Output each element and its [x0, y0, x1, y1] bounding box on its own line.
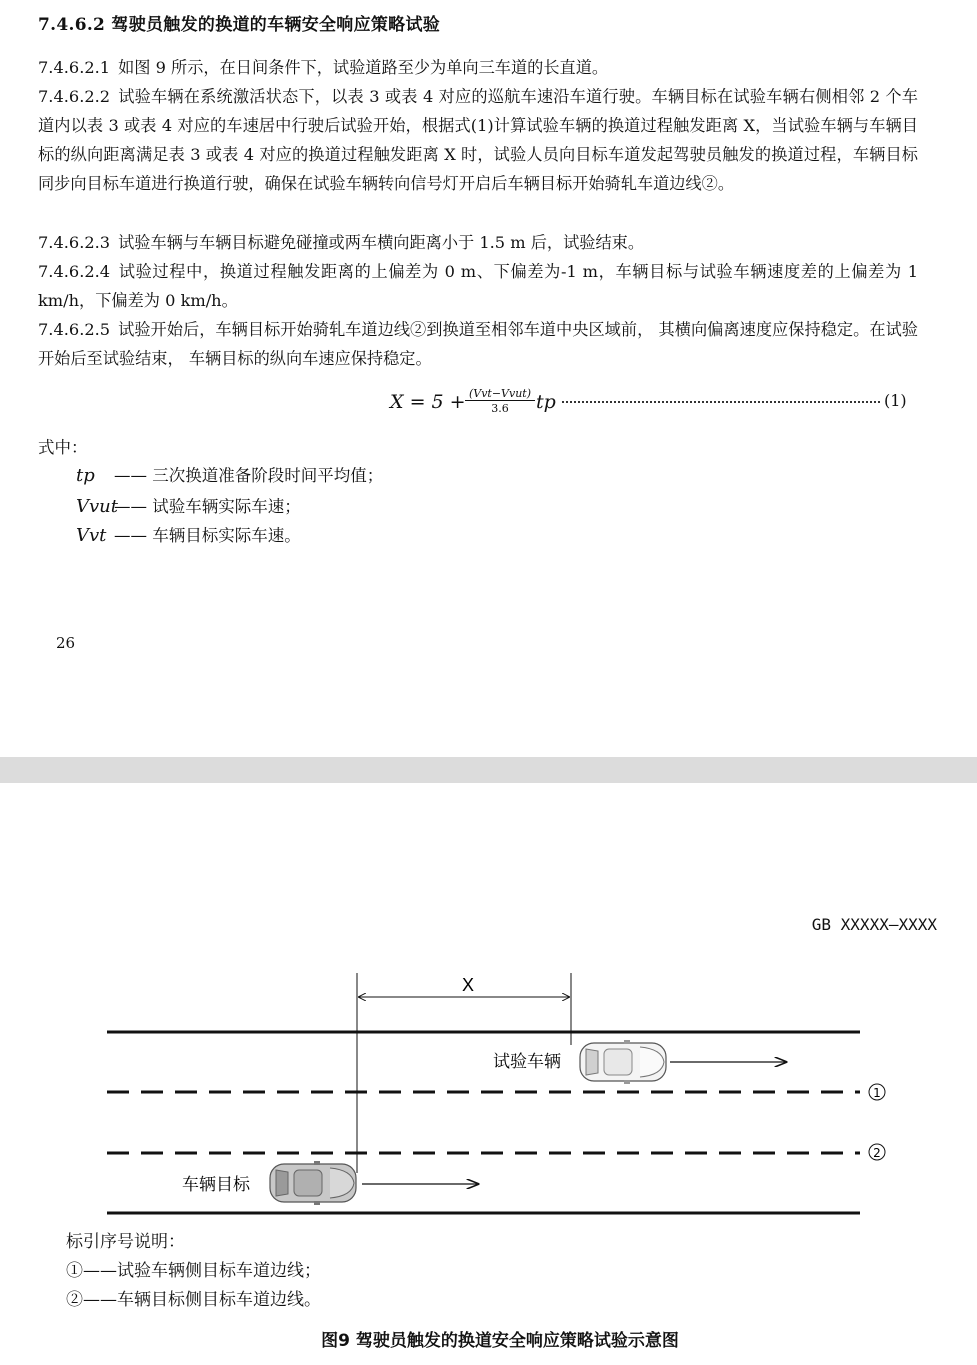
formula [390, 385, 910, 425]
target-vehicle-icon [270, 1161, 356, 1205]
paragraph-number: 7.4.6.2.2 [38, 87, 111, 106]
where-label: 式中： [38, 438, 88, 457]
formula-lhs: X = 5 + [390, 391, 466, 413]
paragraph-1 [38, 53, 918, 82]
formula-numerator: (Vvt−Vvut) [465, 387, 535, 401]
page-number: 26 [56, 634, 76, 652]
standard-number: GB XXXXX—XXXX [811, 915, 937, 934]
paragraph-5 [38, 315, 918, 373]
paragraph-text: 试验车辆在系统激活状态下，以表 3 或表 4 对应的巡航车速沿车道行驶。车辆目标在试验车辆右侧相邻 2 个车道内以表 3 或表 4 对应的车速居中行驶后试验开始，根据式(1)计算试验车辆的换道过程触发距离 X，当试验车辆与车辆目标的纵向距离满足表 3 或表 4 对应的换道过程触发距离 X 时，试验人员向目标车道发起驾驶员触发的换道过程，车辆目标同步向目标车道进行换道行驶，确保在试验车辆转向信号灯开启后车辆目标开始骑轧车道边线②。 [38, 87, 918, 193]
marker-2: 2 [873, 1146, 881, 1160]
page-bottom [0, 783, 977, 1365]
formula-tail: tp [536, 391, 556, 413]
variable-row [76, 493, 301, 517]
variable-row [76, 462, 383, 486]
legend-title: 标引序号说明： [66, 1232, 185, 1252]
paragraph-3 [38, 228, 918, 257]
legend-item-2: ②——车辆目标侧目标车道边线。 [66, 1290, 321, 1310]
legend-item-1: ①——试验车辆侧目标车道边线； [66, 1261, 321, 1281]
equation-number: (1) [884, 391, 907, 410]
paragraph-text: 试验开始后，车辆目标开始骑轧车道边线②到换道至相邻车道中央区域前， 其横向偏离速度应保持稳定。在试验开始后至试验结束， 车辆目标的纵向车速应保持稳定。 [38, 320, 918, 368]
section-heading: 7.4.6.2 驾驶员触发的换道的车辆安全响应策略试验 [38, 15, 441, 35]
variable-symbol: Vvut [76, 496, 118, 517]
paragraph-text: 如图 9 所示，在日间条件下，试验道路至少为单向三车道的长直道。 [118, 58, 609, 77]
distance-label: X [461, 975, 475, 995]
variable-symbol: tp [76, 465, 95, 486]
paragraph-2 [38, 82, 918, 198]
paragraph-number: 7.4.6.2.4 [38, 262, 111, 281]
paragraph-number: 7.4.6.2.5 [38, 320, 111, 339]
variable-symbol: Vvt [76, 525, 107, 546]
variable-description: —— 试验车辆实际车速； [114, 497, 301, 516]
figure-caption: 图9 驾驶员触发的换道安全响应策略试验示意图 [321, 1331, 679, 1351]
target-vehicle-label: 车辆目标 [182, 1175, 250, 1195]
test-vehicle-label: 试验车辆 [493, 1052, 561, 1072]
paragraph-number: 7.4.6.2.3 [38, 233, 111, 252]
page-gap [0, 757, 977, 783]
variable-description: —— 车辆目标实际车速。 [114, 526, 301, 545]
test-vehicle-icon [580, 1040, 666, 1084]
paragraph-text: 试验过程中，换道过程触发距离的上偏差为 0 m、下偏差为-1 m，车辆目标与试验车辆速度差的上偏差为 1 km/h，下偏差为 0 km/h。 [38, 262, 918, 310]
paragraph-number: 7.4.6.2.1 [38, 58, 111, 77]
formula-leader-dots [562, 401, 880, 403]
variable-row [76, 522, 301, 546]
marker-1: 1 [873, 1086, 881, 1100]
paragraph-text: 试验车辆与车辆目标避免碰撞或两车横向距离小于 1.5 m 后，试验结束。 [118, 233, 645, 252]
variable-description: —— 三次换道准备阶段时间平均值； [114, 466, 384, 485]
paragraph-4 [38, 257, 918, 315]
formula-denominator: 3.6 [491, 402, 509, 415]
formula-fraction [465, 387, 535, 416]
lane-change-diagram [0, 963, 977, 1223]
